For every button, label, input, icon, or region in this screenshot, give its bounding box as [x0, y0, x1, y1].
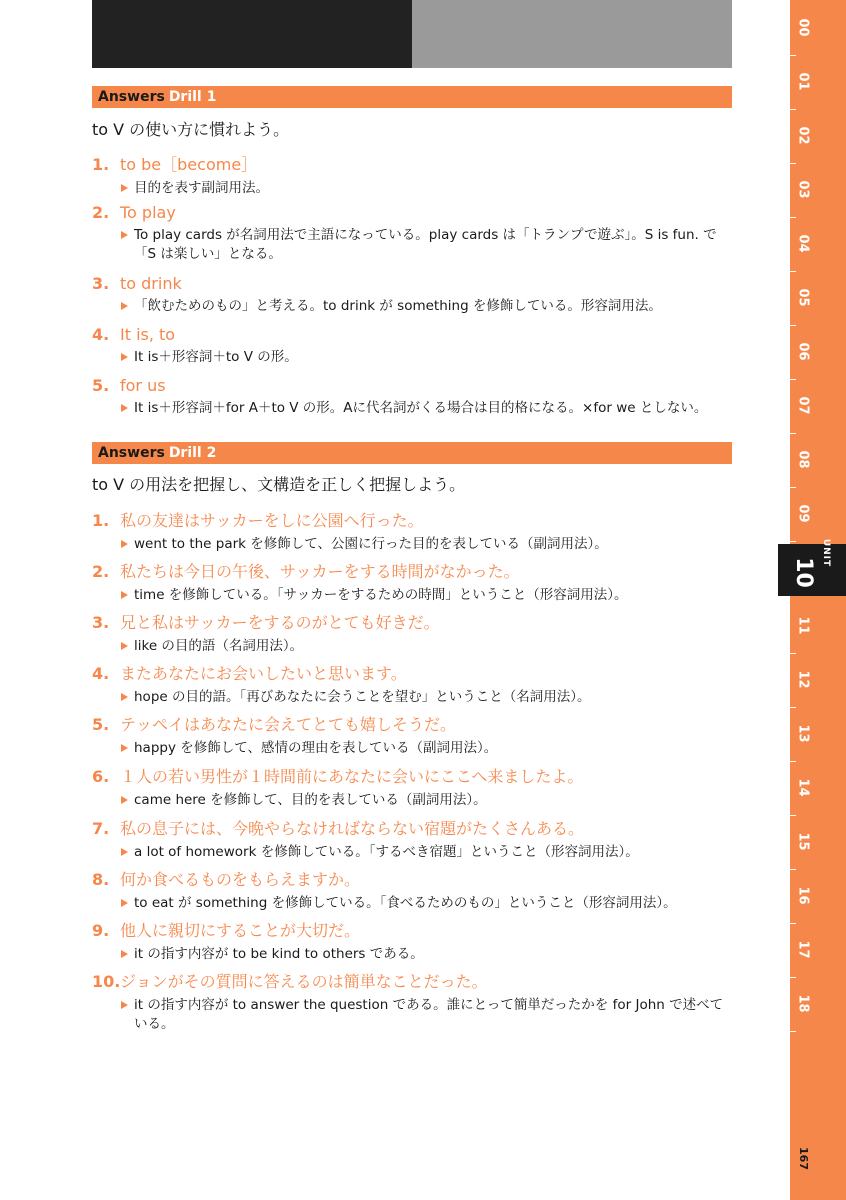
item-note: It is＋形容詞＋to V の形。 [134, 349, 298, 365]
side-tab-divider [790, 109, 796, 110]
side-tab-01[interactable]: 01 [795, 72, 811, 91]
item-number: 6. [92, 767, 110, 786]
unit-number-label: 10 [790, 557, 816, 588]
drill1-item [92, 376, 734, 418]
drill2-item [92, 816, 734, 862]
item-note: 「飲むためのもの」と考える。to drink が something を修飾している。形容詞用法。 [134, 298, 662, 314]
side-tab-divider [790, 433, 796, 434]
drill2-item [92, 712, 734, 758]
triangle-bullet-icon [121, 591, 128, 599]
item-number: 1. [92, 155, 110, 174]
item-note: went to the park を修飾して、公園に行った目的を表している（副詞用法）。 [134, 536, 608, 552]
item-note: happy を修飾して、感情の理由を表している（副詞用法）。 [134, 740, 498, 756]
side-tab-09[interactable]: 09 [795, 504, 811, 523]
drill2-item [92, 508, 734, 554]
item-note: 目的を表す副詞用法。 [134, 180, 269, 196]
drill1-item [92, 152, 734, 198]
triangle-bullet-icon [121, 404, 128, 412]
side-tab-divider [790, 541, 796, 542]
side-tab-divider [790, 761, 796, 762]
item-answer: 私の息子には、今晩やらなければならない宿題がたくさんある。 [120, 819, 585, 838]
drill1-item [92, 325, 734, 367]
side-tab-00[interactable]: 00 [795, 18, 811, 37]
item-note: came here を修飾して、目的を表している（副詞用法）。 [134, 792, 487, 808]
side-tab-divider [790, 869, 796, 870]
item-number: 8. [92, 870, 110, 889]
page-number: 167 [796, 1147, 810, 1170]
drill1-item [92, 274, 734, 316]
item-number: 3. [92, 613, 110, 632]
drill1-answers-label: Answers [98, 89, 165, 105]
drill1-header-bar [92, 86, 732, 108]
side-tab-15[interactable]: 15 [795, 832, 811, 851]
side-tab-18[interactable]: 18 [795, 994, 811, 1013]
item-answer: 何か食べるものをもらえますか。 [120, 870, 361, 889]
side-tab-divider [790, 977, 796, 978]
item-note: to eat が something を修飾している。「食べるためのもの」ということ（形容詞用法）。 [134, 895, 677, 911]
side-tab-divider [790, 707, 796, 708]
drill2-header-bar [92, 442, 732, 464]
item-answer: to drink [120, 274, 182, 293]
side-tab-16[interactable]: 16 [795, 886, 811, 905]
side-tab-05[interactable]: 05 [795, 288, 811, 307]
item-note: It is＋形容詞＋for A＋to V の形。Aに代名詞がくる場合は目的格になる。×for we としない。 [134, 400, 708, 416]
side-tab-divider [790, 271, 796, 272]
item-number: 5. [92, 715, 110, 734]
drill2-item [92, 661, 734, 707]
side-tab-divider [790, 487, 796, 488]
drill2-item [92, 764, 734, 810]
item-note: time を修飾している。「サッカーをするための時間」ということ（形容詞用法）。 [134, 587, 628, 603]
side-tab-04[interactable]: 04 [795, 234, 811, 253]
drill2-item [92, 918, 734, 964]
item-note: it の指す内容が to be kind to others である。 [134, 946, 424, 962]
item-answer: テッペイはあなたに会えてとても嬉しそうだ。 [120, 715, 457, 734]
item-number: 10. [92, 972, 121, 991]
triangle-bullet-icon [121, 184, 128, 192]
item-number: 1. [92, 511, 110, 530]
drill2-item [92, 559, 734, 605]
item-note: hope の目的語。「再びあなたに会うことを望む」ということ（名詞用法）。 [134, 689, 591, 705]
drill2-item [92, 610, 734, 656]
triangle-bullet-icon [121, 899, 128, 907]
item-number: 3. [92, 274, 110, 293]
header-dark-block [92, 0, 412, 68]
item-note: To play cards が名詞用法で主語になっている。play cards は「トランプで遊ぶ」。S is fun. で「S は楽しい」となる。 [134, 227, 717, 262]
side-tab-12[interactable]: 12 [795, 670, 811, 689]
triangle-bullet-icon [121, 693, 128, 701]
side-tab-divider [790, 163, 796, 164]
item-answer: 私の友達はサッカーをしに公園へ行った。 [120, 511, 424, 530]
item-answer: It is, to [120, 325, 176, 344]
drill2-intro: to V の用法を把握し、文構造を正しく把握しよう。 [92, 475, 466, 494]
drill2-item [92, 969, 734, 1034]
side-tab-divider [790, 379, 796, 380]
drill2-drill-label: Drill 2 [168, 445, 217, 461]
item-note: like の目的語（名詞用法）。 [134, 638, 304, 654]
side-tab-06[interactable]: 06 [795, 342, 811, 361]
side-tab-17[interactable]: 17 [795, 940, 811, 959]
side-tab-divider [790, 217, 796, 218]
item-answer: 兄と私はサッカーをするのがとても好きだ。 [120, 613, 440, 632]
item-answer: for us [120, 376, 166, 395]
item-answer: またあなたにお会いしたいと思います。 [120, 664, 407, 683]
item-number: 2. [92, 562, 110, 581]
side-tab-divider [790, 653, 796, 654]
triangle-bullet-icon [121, 1001, 128, 1009]
item-note: a lot of homework を修飾している。「するべき宿題」ということ（形容詞用法）。 [134, 844, 639, 860]
side-tab-divider [790, 923, 796, 924]
triangle-bullet-icon [121, 302, 128, 310]
triangle-bullet-icon [121, 848, 128, 856]
item-number: 9. [92, 921, 110, 940]
side-tab-divider [790, 815, 796, 816]
drill1-intro: to V の使い方に慣れよう。 [92, 120, 290, 139]
drill1-item [92, 203, 734, 264]
unit-word-label: UNIT [821, 538, 832, 568]
item-answer: To play [120, 203, 176, 222]
item-answer: 私たちは今日の午後、サッカーをする時間がなかった。 [120, 562, 520, 581]
drill1-drill-label: Drill 1 [168, 89, 217, 105]
side-tab-07[interactable]: 07 [795, 396, 811, 415]
triangle-bullet-icon [121, 540, 128, 548]
side-tab-divider [790, 325, 796, 326]
side-tab-11[interactable]: 11 [795, 616, 811, 635]
side-tab-08[interactable]: 08 [795, 450, 811, 469]
side-tab-03[interactable]: 03 [795, 180, 811, 199]
side-tab-divider [790, 55, 796, 56]
side-tab-14[interactable]: 14 [795, 778, 811, 797]
item-answer: １人の若い男性が１時間前にあなたに会いにここへ来ましたよ。 [120, 767, 584, 786]
triangle-bullet-icon [121, 353, 128, 361]
drill2-item [92, 867, 734, 913]
item-number: 4. [92, 664, 110, 683]
side-tab-02[interactable]: 02 [795, 126, 811, 145]
item-number: 7. [92, 819, 110, 838]
triangle-bullet-icon [121, 796, 128, 804]
item-number: 5. [92, 376, 110, 395]
side-tab-divider [790, 1031, 796, 1032]
item-number: 2. [92, 203, 110, 222]
item-answer: 他人に親切にすることが大切だ。 [120, 921, 361, 940]
triangle-bullet-icon [121, 744, 128, 752]
triangle-bullet-icon [121, 642, 128, 650]
triangle-bullet-icon [121, 950, 128, 958]
drill2-answers-label: Answers [98, 445, 165, 461]
item-answer: to be［become］ [120, 155, 258, 174]
side-tab-13[interactable]: 13 [795, 724, 811, 743]
header-gray-block [412, 0, 732, 68]
item-answer: ジョンがその質問に答えるのは簡単なことだった。 [120, 972, 488, 991]
triangle-bullet-icon [121, 231, 128, 239]
item-number: 4. [92, 325, 110, 344]
item-note: it の指す内容が to answer the question である。誰にとって簡単だったかを for John で述べている。 [134, 997, 724, 1032]
